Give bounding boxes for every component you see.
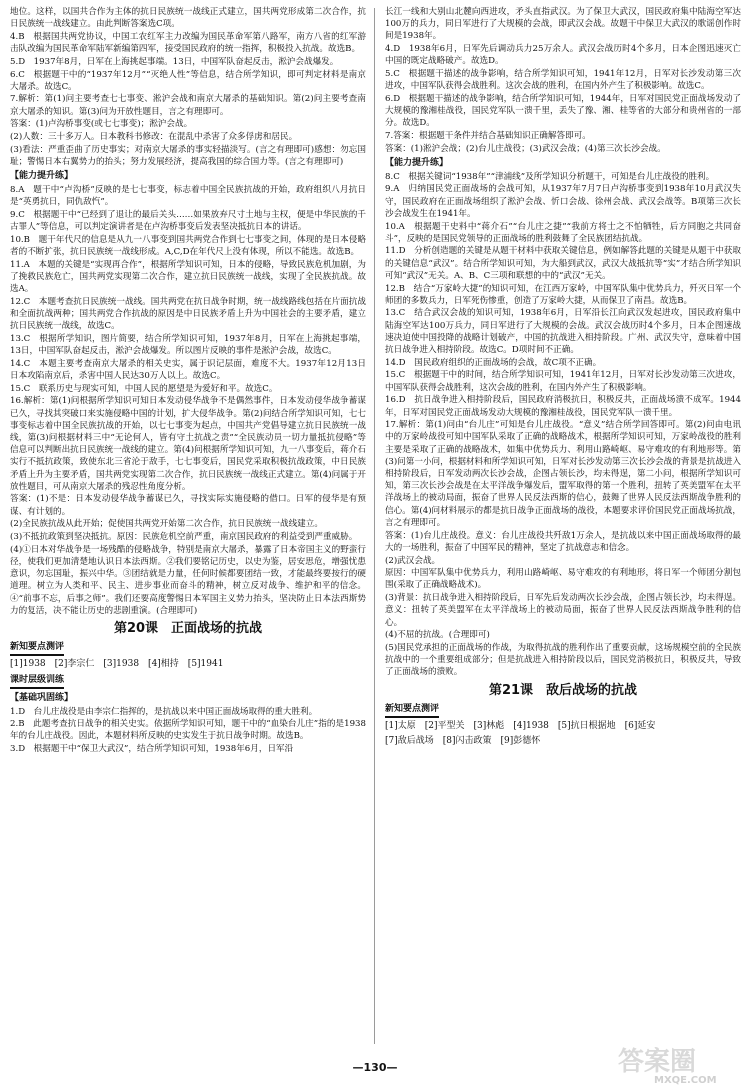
lesson-21-title: 第21课 敌后战场的抗战 (488, 682, 638, 698)
answer-17-part4: (4)不屈的抗战。(合理即可) (385, 630, 490, 641)
section-ability: 【能力提升练】 (385, 157, 449, 168)
subheading-new-knowledge: 新知要点测评 (10, 641, 64, 656)
answer-17-part1: 答案：(1)台儿庄战役。意义：台儿庄战役共歼敌1万余人，是抗战以来中国正面战场取得的最大的一场胜利，振奋了中国军民的精神，坚定了抗战意志和信念。 (385, 530, 741, 553)
answer-14: 14.D 国民政府组织的正面战场的会战，故C项不正确。 (385, 357, 602, 368)
answer-11: 11.D 分析创造题的关键是从题干材料中获取关键信息，例如解答此题的关键是从题干中获取的关键信息“武汉”。结合所学知识可知，为大船到武汉，武汉大战抵抗等“实”才结合所学知识可知“武汉”无关。A、B、C三项和联想的中的“武汉”无关。 (385, 246, 741, 281)
answer-9: 9.A 归纳国民党正面战场的会战可知，从1937年7月7日卢沟桥事变到1938年10月武汉失守，国民政府在正面战场组织了淞沪会战、忻口会战、徐州会战、武汉会战等。B项第三次长沙会战发生在1941年。 (385, 184, 741, 219)
answer-16-analysis: 16.解析：第(1)问根据所学知识可知日本发动侵华战争不是偶然事件，日本发动侵华战争蓄谋已久，寻找其突破口来实施侵略中国的计划，扩大侵华战争。第(2)问结合所学知识可知，七七事变标志着中国全民族抗战的开始，以七七事变为起点，中国共产党倡导建立抗日民族统一战线，第(3)问根据材料三中“无论何人，皆有守土抗战之责”“全民族动员一切力量抵抗侵略”等信息可以判断出抗日民族统一战线的建立。第(4)问根据所学知识可知，九一八事变后，蒋介石实行不抵抗政策，致使东北三省沦于敌手，七七事变后，国民党采取积极抗战政策，中日民族矛盾上升为主要矛盾，国共两党实现第二次合作，抗日民族统一战线正式建立。第(4)问属于开放性题目，可从南京大屠杀的残忍性角度分析。 (10, 396, 366, 492)
key-answers: [1]1938 [2]李宗仁 [3]1938 [4]相持 [5]1941 (10, 659, 224, 670)
answer-15: 15.C 联系历史与现实可知，中国人民的愿望是为爱好和平。故选C。 (10, 383, 278, 394)
right-column (385, 6, 741, 1046)
key-answers-line2: [7]敌后战场 [8]闪击政策 [9]彭德怀 (385, 735, 541, 746)
section-ability: 【能力提升练】 (10, 171, 74, 182)
subheading-training: 课时层级训练 (10, 674, 64, 689)
answer-17-part2: (2)武汉会战。 (385, 555, 441, 566)
answer-6: 6.D 根据题干描述的战争影响，结合所学知识可知，1944年，日军对国民党正面战场发动了大规模的豫湘桂战役，国民党军队一溃千里，丢失了豫、湘、桂等省的大部分和贵州省的一部分。故选D。 (385, 93, 741, 129)
key-answers: [1]太原 [2]平型关 [3]林彪 [4]1938 [5]抗日根据地 [6]延安 (385, 720, 656, 731)
answer-7-analysis: 7.解析：第(1)问主要考查七七事变、淞沪会战和南京大屠杀的基础知识。第(2)问主要考查南京大屠杀的知识。第(3)问为开放性题目，言之有理即可。 (10, 94, 366, 117)
answer-12: 12.C 本题考查抗日民族统一战线。国共两党在抗日战争时期，统一战线路线包括在片面抗战和全面抗战两种；国共两党合作抗战的原因是中日民族矛盾上升为中国社会的主要矛盾，建立抗日民族统一战线，故选C。 (10, 296, 366, 332)
left-column (10, 6, 366, 1046)
answer-17-reason: 原因：中国军队集中优势兵力，利用山路崎岖、易守难攻的有利地形，将日军一个师团分割包围(采取了正确战略战术)。 (385, 568, 741, 591)
answer-7-key: 答案：(1)淞沪会战；(2)台儿庄战役；(3)武汉会战；(4)第三次长沙会战。 (385, 143, 666, 154)
answer-13: 13.C 根据所学知识，图片简要，结合所学知识可知，1937年8月，日军在上海挑起事端，13日，中国军队奋起反击，淞沪会战爆发。所以图片反映的事件是淞沪会战，故选C。 (10, 333, 366, 357)
lesson-20-title: 第20课 正面战场的抗战 (113, 621, 263, 637)
answer-15: 15.C 根据题干中的时间，结合所学知识可知，1941年12月，日军对长沙发动第三次进攻，中国军队获得会战胜利，这次会战的胜利，在国内外产生了积极影响。 (385, 370, 741, 393)
watermark-logo (610, 1040, 740, 1086)
answer-7-key: 答案：(1)卢沟桥事变(或七七事变)；淞沪会战。 (10, 119, 193, 130)
answer-2: 2.B 此题考查抗日战争的相关史实。依据所学知识可知，题干中的“血染台儿庄”指的是1938年的台儿庄战役。因此，本题材料所反映的史实发生于抗日战争时期。故选B。 (10, 719, 366, 742)
answer-7-part2: (2)人数：三十多万人。日本教科书修改：在混乱中杀害了众多俘虏和居民。 (10, 132, 298, 143)
answer-8: 8.C 根据关键词“1938年”“津浦线”及所学知识分析题干，可知是台儿庄战役的胜利。 (385, 171, 715, 182)
answer-7-analysis: 7.答案：根据题干条件并结合基础知识正确解答即可。 (385, 131, 591, 142)
section-basic: 【基础巩固练】 (10, 692, 74, 703)
answer-1: 1.D 台儿庄战役是由李宗仁指挥的，是抗战以来中国正面战场取得的重大胜利。 (10, 706, 318, 717)
answer-10: 10.B 题干年代尺的信息是从九一八事变到国共两党合作到七七事变之间，体现的是日本侵略者的不断扩张，抗日民族统一战线形成。A,C,D在年代尺上没有体现，所以不能选。故选B。 (10, 234, 366, 257)
subheading-new-knowledge: 新知要点测评 (385, 703, 439, 718)
answer-8: 8.A 题干中“卢沟桥”反映的是七七事变，标志着中国全民族抗战的开始，政府组织八月抗日是“英勇抗日，同仇敌忾”。 (10, 184, 366, 208)
answer-4: 4.B 根据国共两党协议，中国工农红军主力改编为国民革命军第八路军，南方八省的红军游击队改编为国民革命军陆军新编第四军，接受国民政府的统一指挥，积极投入抗战。故选B。 (10, 31, 366, 55)
answer-17-part3: (3)背景：抗日战争进入相持阶段后，日军先后发动两次长沙会战，企图占领长沙，均未得逞。意义：扭转了英美盟军在太平洋战场上的被动局面，振奋了世界人民反法西斯战争胜利的信心。 (385, 593, 741, 628)
answer-11: 11.A 本题的关键是“实现再合作”，根据所学知识可知，日本的侵略，导致民族危机加剧，为了挽救民族危亡，国共两党实现第二次合作，建立抗日民族统一战线，实现了全民族抗战。故选A。 (10, 259, 366, 295)
answer-13: 13.C 结合武汉会战的知识可知，1938年6月，日军沿长江向武汉发起进攻，国民政府集中陆海空军达100万兵力，同日军进行了大规模的会战。武汉会战历时4个多月，日本企图速战速决迫使中国投降的战略计划破产，中国的抗战进入相持阶段。广州、武汉失守，意味着中国抗日战争进入相持阶段。故选C。D项时间不正确。 (385, 308, 741, 356)
column-divider (374, 8, 375, 1044)
answer-16-part4: (4)①日本对华战争是一场残酷的侵略战争，特别是南京大屠杀，暴露了日本帝国主义的野蛮行径，使我们更加清楚地认识日本法西斯。②我们要铭记历史，以史为鉴，居安思危，增强忧患意识，勿忘国耻，振兴中华。③团结就是力量，任何时候都要团结一致，才能最终要按行的硬道理。树立为人类和平、民主、进步事业而奋斗的精神，树立反对战争、维护和平的信念。④“前事不忘，后事之师”。我们还要高度警惕日本军国主义势力抬头，坚决防止日本法西斯势力的复活，决不能让历史的悲剧重演。(合理即可) (10, 544, 366, 616)
answer-12: 12.B 结合“万家岭大捷”的知识可知，在江西万家岭，中国军队集中优势兵力，歼灭日军一个师团的多数兵力，日军死伤惨重，创造了万家岭大捷，从而保卫了南昌。故选B。 (385, 283, 741, 306)
answer-16-part3: (3)不抵抗政策到坚决抵抗。原因：民族危机空前严重，南京国民政府的利益受到严重威胁。 (10, 532, 358, 543)
answer-10: 10.A 根据题干史料中“蒋介石”“台儿庄之捷”“我前方将士之不怕牺牲，后方同胞之共同奋斗”，反映的是国民党领导的正面战场的胜利鼓舞了全民族团结抗战。 (385, 221, 741, 244)
answer-16-part2: (2)全民族抗战从此开始；促使国共两党开始第二次合作，抗日民族统一战线建立。 (10, 519, 323, 530)
answer-3-cont: 长江一线和大别山北麓向西进攻，矛头直指武汉。为了保卫大武汉，国民政府集中陆海空军达100万的兵力，同日军进行了大规模的会战，即武汉会战。故题干中保卫大武汉的歌谣创作时间是1938年。 (385, 7, 741, 42)
page-number: —130— (352, 1061, 398, 1074)
answer-5: 5.C 根据题干描述的战争影响，结合所学知识可知，1941年12月，日军对长沙发动第三次进攻，中国军队获得会战胜利。这次会战的胜利，在国内外产生了积极影响。故选C。 (385, 69, 741, 92)
answer-6: 6.C 根据题干中的“1937年12月”“灭绝人性”等信息，结合所学知识，即可判定材料是南京大屠杀。故选C。 (10, 69, 366, 92)
svg-text:答案圈: 答案圈 (618, 1047, 697, 1077)
answer-14: 14.C 本题主要考查南京大屠杀的相关史实，属于识记层面，难度不大。1937年12月13日日本攻陷南京后，杀害中国人民达30万人以上。故选C。 (10, 358, 366, 381)
answer-17-part5: (5)国民党承担的正面战场的作战，为取得抗战的胜利作出了重要贡献，这场规模空前的全民族抗战中的一个重要组成部分；但是抗战进入相持阶段以后，国民党消极抗日，积极反共，导致了正面战场的溃败。 (385, 642, 741, 678)
answer-17-analysis: 17.解析：第(1)问由“台儿庄”可知是台儿庄战役。“意义”结合所学回答即可。第(2)问由电讯中的万家岭战役可知中国军队采取了正确的战略战术，根据所学知识可知，万家岭战役的胜利主要是采取了正确的战略战术，如集中优势兵力、利用山路崎岖、易守难攻的有利地形等。第(3)问第一小问，根据材料和所学知识可知，日军对长沙发动第三次长沙会战的背景是抗战进入相持阶段后，日军发动两次长沙会战，企图占领长沙，均未得逞，第二小问，根据所学知识可知，第三次长沙会战是在太平洋战争爆发后，盟军取得的第一个胜利，扭转了英美盟军在太平洋战场上的被动局面，振奋了世界人民反法西斯的信心，鼓舞了世界人民反法西斯战争胜利的信心。第(4)问材料展示的都是抗日战争正面战场的战役，本题要求评价国民党正面战场抗战，言之有理即可。 (385, 420, 741, 528)
answer-16-part1: 答案：(1)不是：日本发动侵华战争蓄谋已久，寻找实际实施侵略的借口。日军的侵华是有预谋、有计划的。 (10, 494, 366, 517)
answer-7-part3: (3)看法：严重歪曲了历史事实；对南京大屠杀的事实轻描淡写。(言之有理即可)感想：勿忘国耻；警惕日本右翼势力的抬头；努力发展经济，提高我国的综合国力等。(言之有理即可) (10, 144, 366, 167)
svg-text:MXQE.COM: MXQE.COM (654, 1075, 717, 1086)
answer-16: 16.D 抗日战争进入相持阶段后，国民政府消极抗日，积极反共，正面战场溃不成军。1944年，日军对国民党正面战场发动大规模的豫湘桂战役，国民党军队一溃千里。 (385, 395, 741, 418)
answer-4: 4.D 1938年6月，日军先后调动兵力25万余人。武汉会战历时4个多月，日本企图迅速灭亡中国的既定战略破产。故选D。 (385, 44, 741, 67)
answer-9: 9.C 根据题干中“已经到了退让的最后关头……如果放弃尺寸土地与主权，便是中华民族的千古罪人”等信息，可以判定演讲者是在卢沟桥事变后发表坚决抵抗日本的讲话。 (10, 209, 366, 233)
answer-5: 5.D 1937年8月，日军在上海挑起事端。13日，中国军队奋起反击，淞沪会战爆发。 (10, 56, 339, 67)
answer-3: 3.D 根据题干中“保卫大武汉”，结合所学知识可知，1938年6月，日军沿 (10, 744, 294, 755)
answer-text: 地位。这样，以国共合作为主体的抗日民族统一战线正式建立，国共两党形成第二次合作，抗日民族统一战线建立。由此判断答案选C项。 (10, 7, 366, 30)
